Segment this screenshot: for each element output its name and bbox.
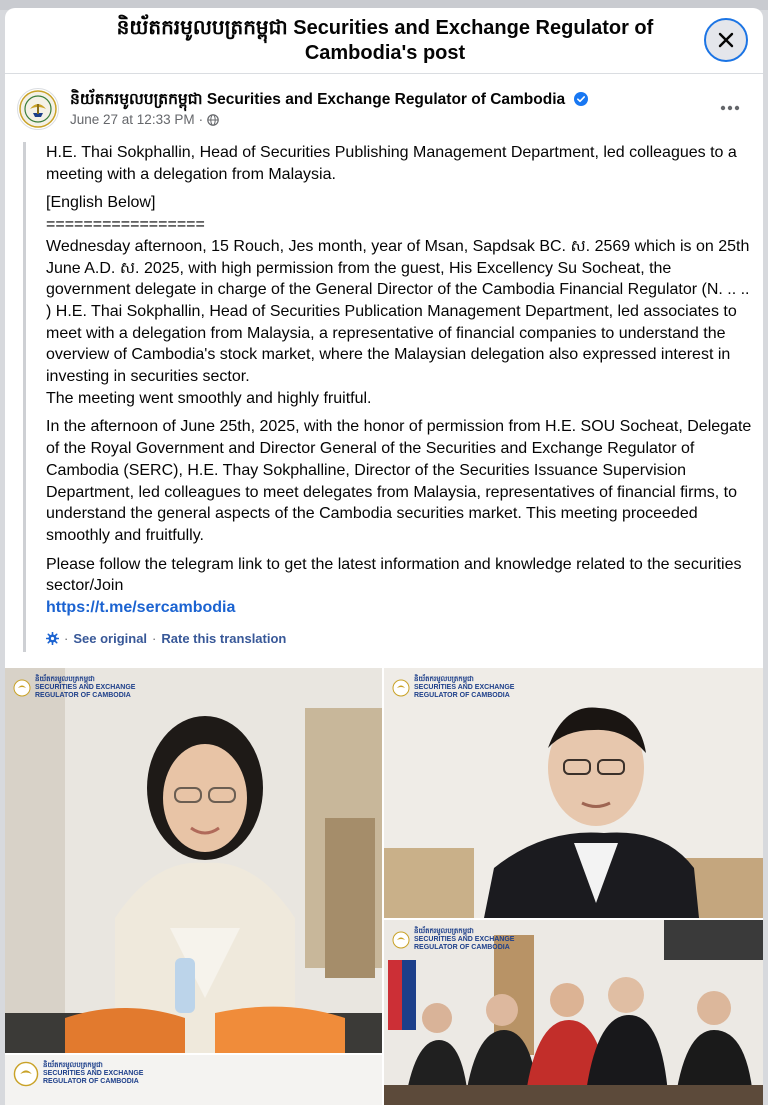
logo-line1: SECURITIES AND EXCHANGE [35, 684, 136, 691]
serc-watermark [392, 676, 514, 700]
logo-khmer: និយ័តករមូលបត្រកម្ពុជា [35, 676, 95, 683]
post-paragraph: In the afternoon of June 25th, 2025, with the honor of permission from H.E. SOU Socheat, Delegate of the Royal Government and Director General of the Securities and Exchange Regulator of Cambodia (SERC), H.E. Thay Sokphalline, Director of the Securities Issuance Supervision Department, led colleagues to meet delegates from Malaysia, representatives of financial firms, to understand the general aspects of the Cambodia securities market. This meeting proceeded smoothly and fruitfully. [46, 418, 752, 544]
serc-logo-icon [13, 679, 31, 697]
post-timestamp[interactable]: June 27 at 12:33 PM [70, 112, 195, 127]
logo-khmer: និយ័តករមូលបត្រកម្ពុជា [414, 928, 474, 935]
serc-logo-icon [13, 1061, 39, 1087]
post-dialog [5, 8, 763, 1105]
logo-line1: SECURITIES AND EXCHANGE [414, 936, 515, 943]
dialog-title: និយ័តករមូលបត្រកម្ពុជា Securities and Exchange Regulator of Cambodia's post [116, 17, 654, 64]
serc-watermark [13, 1061, 143, 1087]
photo-man-glasses[interactable] [384, 668, 763, 918]
post-header [5, 84, 763, 136]
close-icon [716, 30, 736, 50]
logo-line2: REGULATOR OF CAMBODIA [414, 692, 510, 699]
photo-woman[interactable] [5, 668, 382, 1053]
serc-logo-icon [392, 679, 410, 697]
translation-separator: · [64, 631, 69, 647]
post-paragraph: Please follow the telegram link to get the latest information and knowledge related to the securities sector/Join [46, 555, 742, 595]
post-body [23, 142, 753, 652]
logo-line2: REGULATOR OF CAMBODIA [414, 944, 510, 951]
page-name-link[interactable] [70, 89, 588, 112]
serc-watermark [13, 676, 135, 700]
photo-bottom-left[interactable] [5, 1055, 382, 1105]
translation-bar [46, 631, 753, 646]
serc-logo-icon [392, 931, 410, 949]
verified-badge-icon [574, 92, 588, 106]
logo-line1: SECURITIES AND EXCHANGE [43, 1070, 144, 1077]
logo-line2: REGULATOR OF CAMBODIA [35, 692, 131, 699]
dialog-header [5, 8, 763, 74]
see-original-link[interactable]: See original [73, 631, 148, 647]
more-options-button[interactable] [712, 96, 748, 120]
post-paragraph: [English Below] ================= Wednesday afternoon, 15 Rouch, Jes month, year of Msan, Sapdsak BC. ស. 2569 which is on 25th June A.D. ស. 2025, with high permission from the guest, His Excellency Su Socheat, the government delegate in charge of the General Director of the Cambodia Financial Regulator (N. .. .. ) H.E. Thai Sokphallin, Head of Securities Publication Management Department, led associates to meet with a delegation from Malaysia, a representative of financial companies to understand the overview of Cambodia's stock market, where the Malaysian delegation also expressed interest in investing in securities sector. The meeting went smoothly and highly fruitful. [46, 194, 750, 407]
logo-khmer: និយ័តករមូលបត្រកម្ពុជា [43, 1062, 103, 1069]
serc-watermark [392, 928, 514, 952]
logo-khmer: និយ័តករមូលបត្រកម្ពុជា [414, 676, 474, 683]
meta-separator: · [198, 112, 204, 127]
logo-line2: REGULATOR OF CAMBODIA [43, 1078, 139, 1085]
more-horizontal-icon [720, 105, 740, 111]
page-avatar[interactable] [17, 88, 59, 130]
translation-separator: · [152, 631, 157, 647]
photo-man-image [384, 668, 763, 918]
page-name: និយ័តករមូលបត្រកម្ពុជា Securities and Exchange Regulator of Cambodia [70, 91, 566, 108]
photo-grid [5, 668, 763, 1105]
gear-icon[interactable] [46, 632, 59, 645]
serc-logo-icon [18, 89, 58, 129]
logo-line1: SECURITIES AND EXCHANGE [414, 684, 515, 691]
photo-woman-image [5, 668, 382, 1053]
post-meta [70, 112, 219, 127]
photo-meeting[interactable] [384, 920, 763, 1105]
rate-translation-link[interactable]: Rate this translation [161, 631, 287, 647]
close-button[interactable] [704, 18, 748, 62]
telegram-link[interactable]: https://t.me/sercambodia [46, 599, 236, 617]
post-paragraph: H.E. Thai Sokphallin, Head of Securities Publishing Management Department, led colleagues to a meeting with a delegation from Malaysia. [46, 144, 737, 183]
globe-icon[interactable] [207, 114, 219, 126]
